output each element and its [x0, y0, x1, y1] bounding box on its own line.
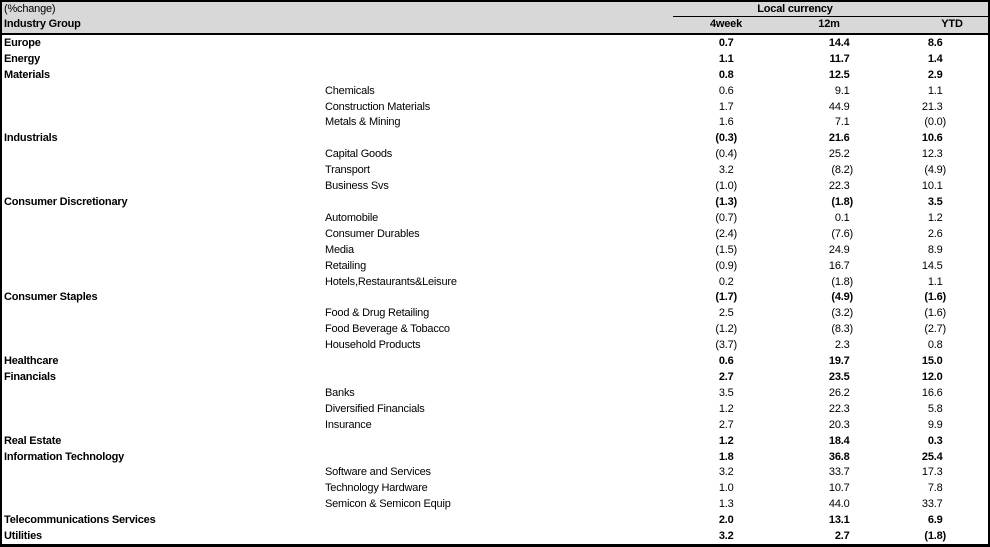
- value-12m: 2.7: [834, 530, 850, 543]
- table-row: [2, 353, 988, 369]
- value-12m: 22.3: [828, 402, 850, 415]
- value-12m: (3.2): [831, 307, 853, 320]
- value-12m: (4.9): [831, 291, 853, 304]
- subgroup-label: Transport: [325, 164, 370, 177]
- value-12m: 44.9: [828, 100, 850, 113]
- value-ytd: 1.2: [927, 211, 943, 224]
- column-header-12m: 12m: [818, 18, 840, 30]
- subgroup-label: Retailing: [325, 259, 367, 272]
- value-4week: (3.7): [715, 339, 737, 352]
- value-12m: (8.3): [831, 323, 853, 336]
- value-4week: 0.6: [718, 355, 734, 368]
- value-ytd: 0.8: [927, 339, 943, 352]
- value-4week: 1.2: [718, 402, 734, 415]
- value-ytd: 1.4: [927, 52, 943, 65]
- table-row: [2, 242, 988, 258]
- value-ytd: (1.8): [924, 530, 946, 543]
- value-4week: 1.3: [718, 498, 734, 511]
- industry-group-column-header: Industry Group: [4, 18, 81, 30]
- value-4week: 1.0: [718, 482, 734, 495]
- value-ytd: (4.9): [924, 164, 946, 177]
- value-4week: 2.7: [718, 418, 734, 431]
- table-row: [2, 337, 988, 353]
- table-row: [2, 178, 988, 194]
- value-ytd: 1.1: [927, 275, 943, 288]
- table-row: [2, 115, 988, 131]
- table-header: [2, 2, 988, 35]
- table-row: [2, 162, 988, 178]
- value-4week: 3.5: [718, 386, 734, 399]
- value-4week: 2.0: [718, 514, 734, 527]
- value-4week: 2.5: [718, 307, 734, 320]
- table-row: [2, 528, 988, 544]
- value-4week: (2.4): [715, 227, 737, 240]
- value-12m: (1.8): [831, 196, 853, 209]
- value-12m: (7.6): [831, 227, 853, 240]
- industry-group-label: Consumer Staples: [4, 291, 98, 304]
- table-row: [2, 369, 988, 385]
- table-row: [2, 146, 988, 162]
- subgroup-label: Insurance: [325, 418, 372, 431]
- value-ytd: 8.6: [927, 36, 943, 49]
- value-12m: 10.7: [828, 482, 850, 495]
- value-4week: 1.2: [718, 434, 734, 447]
- table-body: [2, 35, 988, 544]
- value-4week: 0.2: [718, 275, 734, 288]
- table-row: [2, 210, 988, 226]
- table-row: [2, 512, 988, 528]
- value-ytd: 10.6: [921, 132, 943, 145]
- percent-change-note: (%change): [4, 3, 56, 15]
- currency-header-underline: [673, 16, 988, 17]
- subgroup-label: Business Svs: [325, 180, 389, 193]
- industry-group-label: Materials: [4, 68, 50, 81]
- table-row: [2, 401, 988, 417]
- subgroup-label: Household Products: [325, 339, 421, 352]
- value-4week: (1.2): [715, 323, 737, 336]
- value-4week: 3.2: [718, 466, 734, 479]
- value-ytd: 14.5: [921, 259, 943, 272]
- value-12m: 22.3: [828, 180, 850, 193]
- industry-group-label: Europe: [4, 36, 41, 49]
- value-ytd: 12.0: [921, 370, 943, 383]
- value-12m: 24.9: [828, 243, 850, 256]
- value-ytd: 6.9: [927, 514, 943, 527]
- table-row: [2, 290, 988, 306]
- value-12m: 7.1: [834, 116, 850, 129]
- table-row: [2, 321, 988, 337]
- value-ytd: 17.3: [921, 466, 943, 479]
- value-4week: 0.7: [718, 36, 734, 49]
- table-row: [2, 67, 988, 83]
- value-4week: (1.3): [715, 196, 737, 209]
- table-row: [2, 496, 988, 512]
- value-12m: 11.7: [829, 52, 850, 65]
- value-12m: 44.0: [828, 498, 850, 511]
- value-12m: 12.5: [828, 68, 850, 81]
- table-row: [2, 433, 988, 449]
- value-ytd: 1.1: [927, 84, 943, 97]
- value-4week: 2.7: [718, 370, 734, 383]
- value-ytd: (1.6): [924, 291, 946, 304]
- value-4week: 0.8: [718, 68, 734, 81]
- value-12m: 16.7: [828, 259, 850, 272]
- subgroup-label: Consumer Durables: [325, 227, 420, 240]
- value-ytd: 15.0: [921, 355, 943, 368]
- value-12m: 9.1: [834, 84, 850, 97]
- value-4week: (0.7): [715, 211, 737, 224]
- value-ytd: 33.7: [921, 498, 943, 511]
- value-4week: (1.5): [715, 243, 737, 256]
- table-row: [2, 464, 988, 480]
- table-row: [2, 480, 988, 496]
- table-row: [2, 449, 988, 465]
- value-12m: 21.6: [828, 132, 850, 145]
- table-row: [2, 305, 988, 321]
- value-ytd: (0.0): [924, 116, 946, 129]
- subgroup-label: Media: [325, 243, 354, 256]
- value-ytd: (1.6): [924, 307, 946, 320]
- value-ytd: 0.3: [927, 434, 943, 447]
- value-12m: 26.2: [828, 386, 850, 399]
- value-4week: 1.7: [718, 100, 734, 113]
- value-ytd: 8.9: [927, 243, 943, 256]
- subgroup-label: Food Beverage & Tobacco: [325, 323, 450, 336]
- value-4week: (1.0): [715, 180, 737, 193]
- subgroup-label: Technology Hardware: [325, 482, 428, 495]
- table-row: [2, 194, 988, 210]
- value-4week: 3.2: [718, 164, 734, 177]
- value-4week: (1.7): [715, 291, 737, 304]
- currency-group-header: Local currency: [757, 3, 833, 15]
- subgroup-label: Chemicals: [325, 84, 375, 97]
- value-ytd: 12.3: [921, 148, 943, 161]
- industry-group-label: Healthcare: [4, 355, 59, 368]
- value-ytd: (2.7): [924, 323, 946, 336]
- table-row: [2, 385, 988, 401]
- value-ytd: 3.5: [927, 196, 943, 209]
- column-header-ytd: YTD: [941, 18, 963, 30]
- industry-group-label: Consumer Discretionary: [4, 196, 128, 209]
- value-12m: 2.3: [834, 339, 850, 352]
- table-row: [2, 130, 988, 146]
- subgroup-label: Construction Materials: [325, 100, 431, 113]
- industry-group-label: Financials: [4, 370, 56, 383]
- table-row: [2, 51, 988, 67]
- value-4week: 1.1: [718, 52, 734, 65]
- value-ytd: 7.8: [927, 482, 943, 495]
- value-ytd: 9.9: [927, 418, 943, 431]
- value-12m: 19.7: [828, 355, 850, 368]
- industry-group-label: Energy: [4, 52, 41, 65]
- value-12m: (8.2): [831, 164, 853, 177]
- subgroup-label: Software and Services: [325, 466, 431, 479]
- value-4week: (0.4): [715, 148, 737, 161]
- subgroup-label: Diversified Financials: [325, 402, 425, 415]
- value-12m: 20.3: [828, 418, 850, 431]
- value-ytd: 25.4: [921, 450, 943, 463]
- value-4week: 3.2: [718, 530, 734, 543]
- subgroup-label: Metals & Mining: [325, 116, 401, 129]
- industry-group-label: Information Technology: [4, 450, 125, 463]
- value-4week: 1.8: [718, 450, 734, 463]
- value-4week: 0.6: [718, 84, 734, 97]
- value-4week: 1.6: [718, 116, 734, 129]
- value-ytd: 2.6: [927, 227, 943, 240]
- value-ytd: 5.8: [927, 402, 943, 415]
- table-row: [2, 83, 988, 99]
- table-row: [2, 417, 988, 433]
- industry-group-label: Utilities: [4, 530, 42, 543]
- subgroup-label: Banks: [325, 386, 355, 399]
- subgroup-label: Automobile: [325, 211, 379, 224]
- subgroup-label: Semicon & Semicon Equip: [325, 498, 451, 511]
- value-4week: (0.3): [715, 132, 737, 145]
- table-row: [2, 35, 988, 51]
- column-header-4week: 4week: [709, 18, 743, 30]
- table-row: [2, 226, 988, 242]
- subgroup-label: Food & Drug Retailing: [325, 307, 430, 320]
- value-12m: 33.7: [828, 466, 850, 479]
- subgroup-label: Hotels,Restaurants&Leisure: [325, 275, 457, 288]
- value-ytd: 16.6: [921, 386, 943, 399]
- value-4week: (0.9): [715, 259, 737, 272]
- industry-group-label: Telecommunications Services: [4, 514, 156, 527]
- value-12m: 13.1: [828, 514, 850, 527]
- value-12m: 18.4: [828, 434, 850, 447]
- value-12m: 36.8: [828, 450, 850, 463]
- value-12m: 0.1: [834, 211, 850, 224]
- table-row: [2, 274, 988, 290]
- value-ytd: 2.9: [927, 68, 943, 81]
- industry-group-label: Industrials: [4, 132, 58, 145]
- subgroup-label: Capital Goods: [325, 148, 393, 161]
- table-row: [2, 258, 988, 274]
- industry-group-label: Real Estate: [4, 434, 62, 447]
- value-ytd: 10.1: [921, 180, 943, 193]
- table-row: [2, 99, 988, 115]
- value-12m: 25.2: [828, 148, 850, 161]
- value-12m: 23.5: [828, 370, 850, 383]
- value-ytd: 21.3: [921, 100, 943, 113]
- value-12m: 14.4: [828, 36, 850, 49]
- value-12m: (1.8): [831, 275, 853, 288]
